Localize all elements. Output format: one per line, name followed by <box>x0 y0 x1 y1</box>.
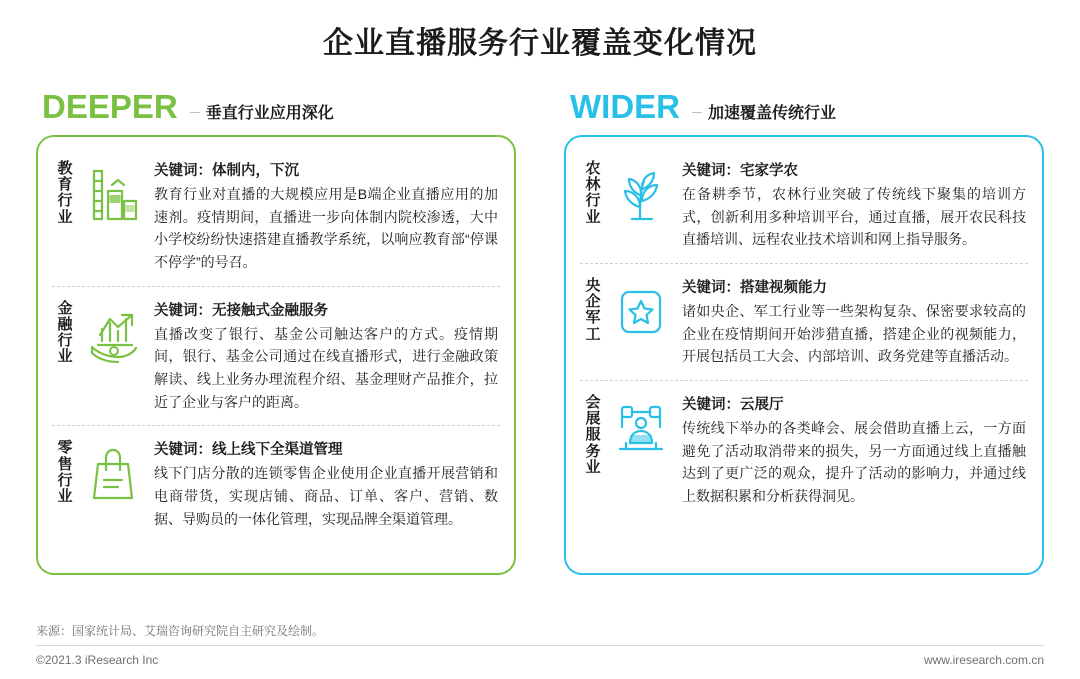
row-body <box>678 159 1026 251</box>
column-wider-headline: WIDER <box>570 88 680 125</box>
column-wider-card <box>564 135 1044 575</box>
column-wider <box>564 90 1044 575</box>
row-body <box>678 393 1026 508</box>
military-icon <box>604 276 678 348</box>
row-keyword: 关键词：线上线下全渠道管理 <box>154 442 343 459</box>
copyright-text: ©2021.3 iResearch Inc <box>36 653 159 667</box>
row-keyword: 关键词：无接触式金融服务 <box>154 302 328 319</box>
row-label-exhibition: 会展服务业 <box>585 394 601 476</box>
column-deeper-subtitle: 垂直行业应用深化 <box>192 100 334 123</box>
row-label-retail: 零售行业 <box>57 439 73 505</box>
row-keyword: 关键词：体制内，下沉 <box>154 163 299 179</box>
list-item <box>52 426 500 542</box>
column-wider-subtitle: 加速覆盖传统行业 <box>694 100 836 123</box>
list-item <box>52 147 500 287</box>
footer <box>0 622 1080 679</box>
retail-icon <box>76 438 150 510</box>
row-description: 教育行业对直播的大规模应用是B端企业直播应用的加速剂。疫情期间，直播进一步向体制内院校渗透，大中小学校纷纷快速搭建直播教学系统，以响应教育部“停课不停学”的号召。 <box>154 186 498 271</box>
finance-icon <box>76 299 150 371</box>
row-body <box>150 159 498 274</box>
row-body <box>150 299 498 414</box>
education-icon <box>76 159 150 231</box>
column-deeper <box>36 90 516 575</box>
row-description: 在备耕季节，农林行业突破了传统线下聚集的培训方式，创新利用多种培训平台，通过直播，展开农民科技直播培训、远程农业技术培训和网上指导服务。 <box>682 186 1026 248</box>
column-deeper-card <box>36 135 516 575</box>
column-deeper-header <box>36 90 516 123</box>
list-item <box>580 264 1028 381</box>
list-item <box>580 147 1028 264</box>
row-label-education: 教育行业 <box>57 160 73 226</box>
row-label-agriculture: 农林行业 <box>585 160 601 226</box>
page-title: 企业直播服务行业覆盖变化情况 <box>323 27 757 60</box>
exhibition-icon <box>604 393 678 465</box>
row-body <box>150 438 498 530</box>
row-keyword: 关键词：宅家学农 <box>682 163 798 179</box>
row-body <box>678 276 1026 368</box>
footer-row <box>36 653 1044 679</box>
row-description: 直播改变了银行、基金公司触达客户的方式。疫情期间，银行、基金公司通过在线直播形式，进行金融政策解读、线上业务办理流程介绍、基金理财产品推介，拉近了企业与客户的距离。 <box>154 325 498 410</box>
list-item <box>52 287 500 427</box>
column-wider-header <box>564 90 1044 123</box>
list-item <box>580 381 1028 520</box>
row-keyword: 关键词：搭建视频能力 <box>682 280 827 297</box>
columns-container <box>0 68 1080 575</box>
row-label-finance: 金融行业 <box>57 299 73 366</box>
agriculture-icon <box>604 159 678 231</box>
row-description: 传统线下举办的各类峰会、展会借助直播上云，一方面避免了活动取消带来的损失，另一方面通过线上直播触达到了更广泛的观众，提升了活动的影响力，并通过线上数据积累和分析获得洞见。 <box>682 420 1026 505</box>
row-description: 线下门店分散的连锁零售企业使用企业直播开展营销和电商带货，实现店铺、商品、订单、客户、营销、数据、导购员的一体化管理，实现品牌全渠道管理。 <box>154 465 498 527</box>
source-note: 来源：国家统计局、艾瑞咨询研究院自主研究及绘制。 <box>36 624 325 638</box>
column-deeper-headline: DEEPER <box>42 88 178 125</box>
row-description: 诸如央企、军工行业等一些架构复杂、保密要求较高的企业在疫情期间开始涉猎直播，搭建企业的视频能力，开展包括员工大会、内部培训、政务党建等直播活动。 <box>682 303 1026 365</box>
website-link[interactable]: www.iresearch.com.cn <box>923 653 1044 667</box>
row-label-military: 央企军工 <box>585 277 601 343</box>
footer-divider <box>36 645 1044 646</box>
row-keyword: 关键词：云展厅 <box>682 397 784 414</box>
